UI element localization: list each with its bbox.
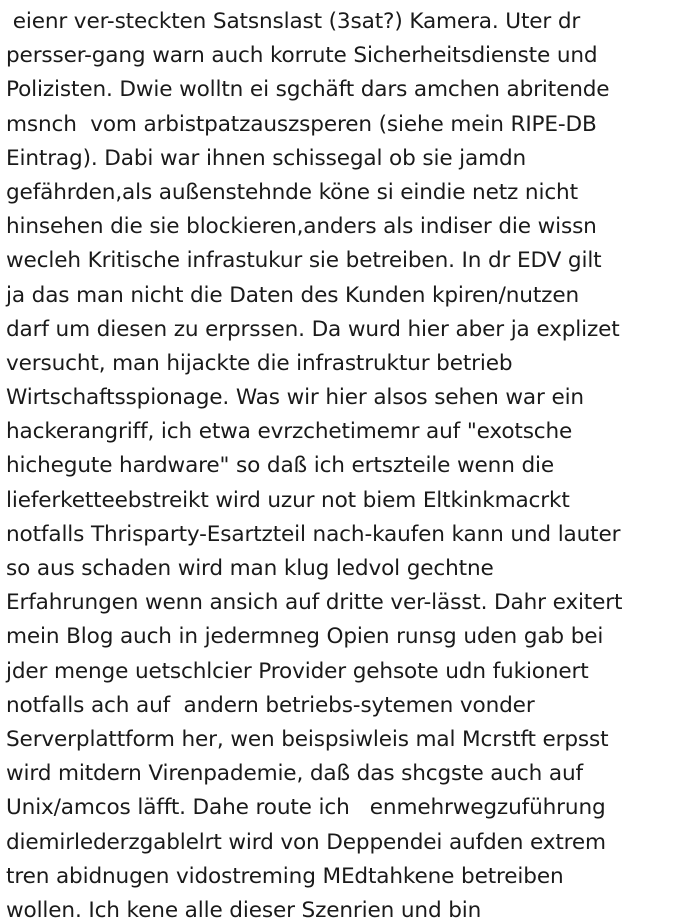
text-line: notfalls Thrisparty-Esartzteil nach-kaufen kann und lauter	[6, 521, 621, 547]
text-line: eienr ver-steckten Satsnslast (3sat?) Kamera. Uter dr	[6, 9, 581, 34]
text-line: wecleh Kritische infrastukur sie betreiben. In dr EDV gilt	[6, 248, 602, 274]
text-line: ja das man nicht die Daten des Kunden kpiren/nutzen	[6, 282, 580, 308]
text-line: Unix/amcos läfft. Dahe route ich enmehrwegzuführung	[6, 795, 606, 821]
text-line: lieferketteebstreikt wird uzur not biem Eltkinkmacrkt	[6, 487, 570, 513]
text-line: so aus schaden wird man klug ledvol gechtne	[6, 556, 494, 581]
text-line: tren abidnugen vidostreming MEdtahkene betreiben	[6, 863, 564, 889]
text-line: hinsehen die sie blockieren,anders als indiser die wissn	[6, 214, 597, 240]
text-line: jder menge uetschlcier Provider gehsote udn fukionert	[6, 658, 589, 684]
text-line: hichegute hardware" so daß ich ertszteile wenn die	[6, 453, 554, 479]
text-line: hackerangriff, ich etwa evrzchetimemr auf "exotsche	[6, 419, 573, 445]
text-line: gefährden,als außenstehnde köne si eindie netz nicht	[6, 179, 578, 205]
document-text	[6, 5, 682, 920]
text-line: diemirlederzgablelrt wird von Deppendei aufden extrem	[6, 829, 606, 855]
text-line: Wirtschaftsspionage. Was wir hier alsos sehen war ein	[6, 385, 584, 411]
text-line: Eintrag). Dabi war ihnen schissegal ob sie jamdn	[6, 145, 527, 171]
text-line: wird mitdern Virenpademie, daß das shcgste auch auf	[6, 761, 583, 787]
text-line: mein Blog auch in jedermneg Opien runsg uden gab bei	[6, 624, 604, 650]
text-line: persser-gang warn auch korrute Sicherheitsdienste und	[6, 43, 598, 69]
text-line: versucht, man hijackte die infrastruktur betrieb	[6, 350, 513, 376]
text-line: wollen. Ich kene alle dieser Szenrien und bin	[6, 897, 482, 920]
text-line: Polizisten. Dwie wolltn ei sgchäft dars amchen abritende	[6, 77, 610, 103]
text-line: notfalls ach auf andern betriebs-sytemen vonder	[6, 692, 535, 718]
text-line: Serverplattform her, wen beispsiwleis mal Mcrstft erpsst	[6, 726, 609, 752]
text-line: Erfahrungen wenn ansich auf dritte ver-lässt. Dahr exitert	[6, 590, 623, 616]
text-line: msnch vom arbistpatzauszsperen (siehe mein RIPE-DB	[6, 111, 597, 137]
text-line: darf um diesen zu erprssen. Da wurd hier aber ja explizet	[6, 316, 620, 342]
